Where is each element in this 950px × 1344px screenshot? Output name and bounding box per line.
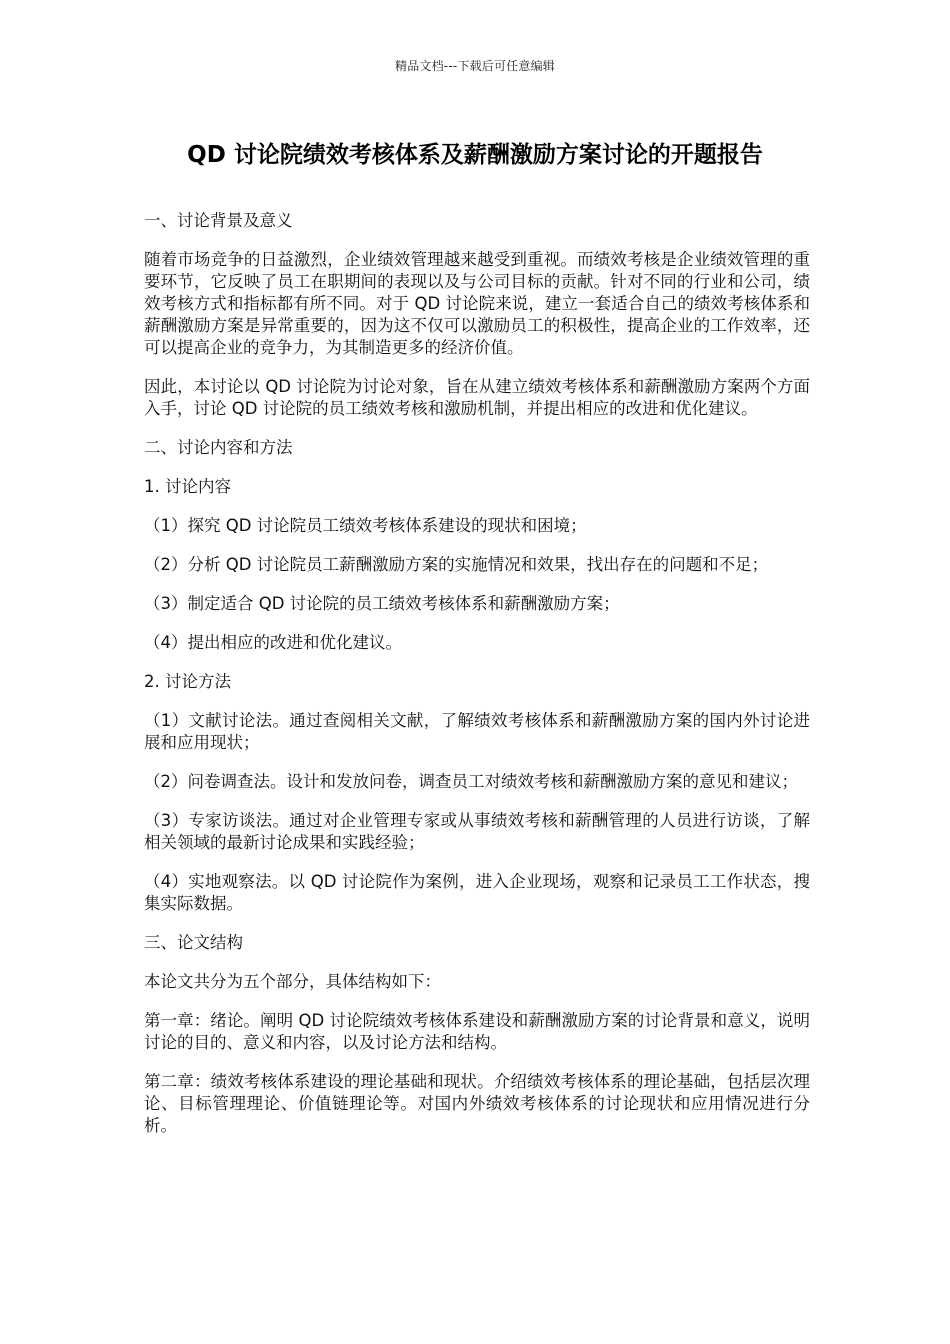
section-heading-structure: 三、论文结构 bbox=[144, 933, 243, 952]
document-body bbox=[144, 210, 810, 1154]
method-item-1: （1）文献讨论法。通过查阅相关文献，了解绩效考核体系和薪酬激励方案的国内外讨论进展和应用现状； bbox=[144, 711, 810, 752]
content-item-3: （3）制定适合 QD 讨论院的员工绩效考核体系和薪酬激励方案； bbox=[144, 594, 620, 613]
chapter-2-description: 第二章：绩效考核体系建设的理论基础和现状。介绍绩效考核体系的理论基础，包括层次理论、目标管理理论、价值链理论等。对国内外绩效考核体系的讨论现状和应用情况进行分析。 bbox=[144, 1072, 810, 1135]
subheading-methods: 2. 讨论方法 bbox=[144, 672, 231, 691]
section-heading-background: 一、讨论背景及意义 bbox=[144, 211, 293, 230]
method-item-2: （2）问卷调查法。设计和发放问卷，调查员工对绩效考核和薪酬激励方案的意见和建议； bbox=[144, 772, 798, 791]
section-heading-content-methods: 二、讨论内容和方法 bbox=[144, 438, 293, 457]
method-item-3: （3）专家访谈法。通过对企业管理专家或从事绩效考核和薪酬管理的人员进行访谈，了解相关领域的最新讨论成果和实践经验； bbox=[144, 811, 810, 852]
content-item-4: （4）提出相应的改进和优化建议。 bbox=[144, 633, 402, 652]
document-title: QD 讨论院绩效考核体系及薪酬激励方案讨论的开题报告 bbox=[187, 142, 763, 168]
content-item-1: （1）探究 QD 讨论院员工绩效考核体系建设的现状和困境； bbox=[144, 516, 587, 535]
subheading-content: 1. 讨论内容 bbox=[144, 477, 231, 496]
chapter-1-description: 第一章：绪论。阐明 QD 讨论院绩效考核体系建设和薪酬激励方案的讨论背景和意义，说明讨论的目的、意义和内容，以及讨论方法和结构。 bbox=[144, 1011, 810, 1052]
paragraph-background-2: 因此，本讨论以 QD 讨论院为讨论对象，旨在从建立绩效考核体系和薪酬激励方案两个方面入手，讨论 QD 讨论院的员工绩效考核和激励机制，并提出相应的改进和优化建议。 bbox=[144, 377, 810, 418]
structure-intro: 本论文共分为五个部分，具体结构如下： bbox=[144, 972, 441, 991]
content-item-2: （2）分析 QD 讨论院员工薪酬激励方案的实施情况和效果，找出存在的问题和不足； bbox=[144, 555, 769, 574]
paragraph-background-1: 随着市场竞争的日益激烈，企业绩效管理越来越受到重视。而绩效考核是企业绩效管理的重要环节，它反映了员工在职期间的表现以及与公司目标的贡献。针对不同的行业和公司，绩效考核方式和指标都有所不同。对于 QD 讨论院来说，建立一套适合自己的绩效考核体系和薪酬激励方案是异常重要的，因为这不仅可以激励员工的积极性，提高企业的工作效率，还可以提高企业的竞争力，为其制造更多的经济价值。 bbox=[144, 250, 810, 357]
header-note: 精品文档---下载后可任意编辑 bbox=[395, 59, 555, 73]
method-item-4: （4）实地观察法。以 QD 讨论院作为案例，进入企业现场，观察和记录员工工作状态，搜集实际数据。 bbox=[144, 872, 810, 913]
